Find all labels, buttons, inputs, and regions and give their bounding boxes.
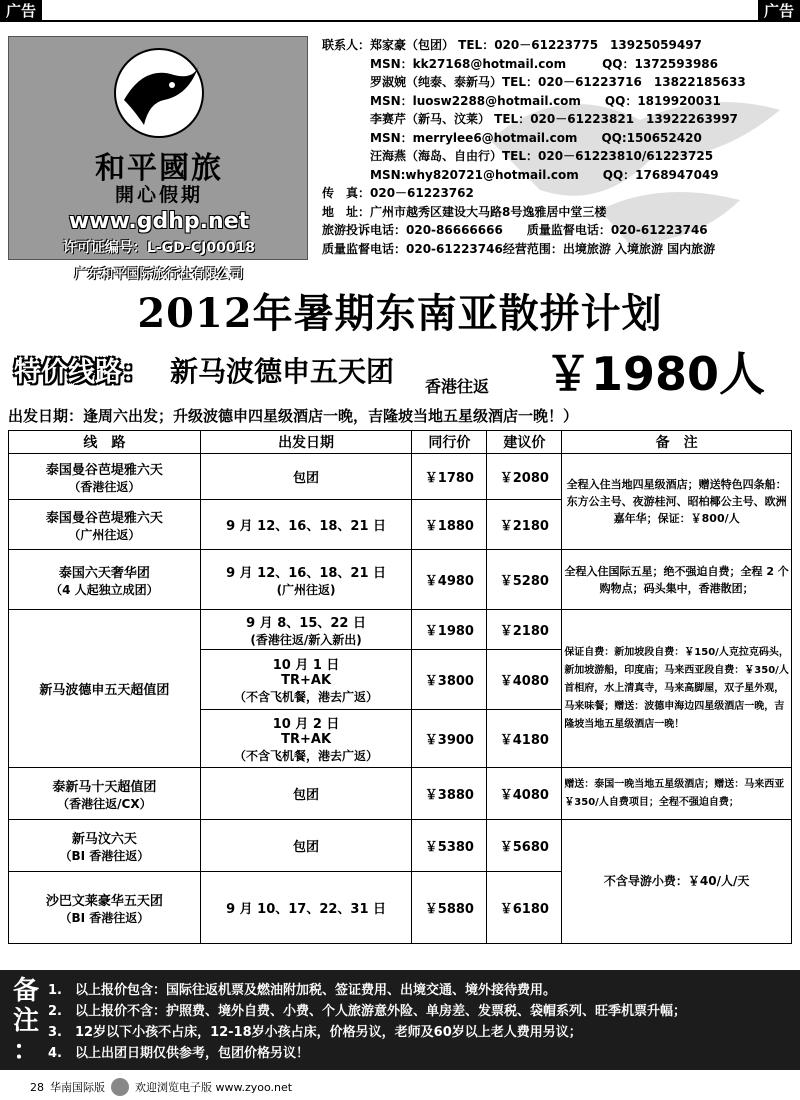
table-row [9, 768, 792, 820]
ad-tag-left: 广告 [0, 0, 42, 22]
contact-line[interactable]: MSN：kk27168@hotmail.com QQ：1372593986 [322, 56, 719, 71]
table-row [9, 610, 792, 650]
remarks-label: 备 注 ： [12, 976, 39, 1066]
suggested-price-cell: ￥2180 [487, 610, 562, 650]
peer-price-cell: ￥1980 [412, 610, 487, 650]
route-cell: 泰国曼谷芭堤雅六天 （香港往返） [9, 454, 201, 500]
contact-line[interactable]: MSN:why820721@hotmail.com QQ：1768947049 [322, 167, 719, 182]
peer-price-cell: ￥3880 [412, 768, 487, 820]
suggested-price-cell: ￥5680 [487, 820, 562, 872]
suggested-price-cell: ￥5280 [487, 550, 562, 610]
notes-cell: 不含导游小费：￥40/人/天 [562, 820, 792, 944]
page-footer [30, 1078, 292, 1096]
date-cell: 10 月 2 日 TR+AK （不含飞机餐，港去广返） [200, 710, 412, 768]
welcome-text[interactable]: 欢迎浏览电子版 www.zyoo.net [135, 1081, 293, 1094]
route-cell: 新马汶六天 （BI 香港往返） [9, 820, 201, 872]
main-title: 2012年暑期东南亚散拼计划 [137, 290, 663, 337]
suggested-price-cell: ￥2180 [487, 500, 562, 550]
contact-info [322, 36, 794, 258]
company-name-en: GUANGDONG PEACE INTERNATIONAL TOURISM CO.,LTD [47, 283, 271, 292]
peer-price-cell: ￥5380 [412, 820, 487, 872]
header-date: 出发日期 [200, 431, 412, 454]
remarks-list [48, 980, 686, 1064]
date-cell: 9 月 12、16、18、21 日 (广州往返) [200, 550, 412, 610]
route-cell: 沙巴文莱豪华五天团 （BI 香港往返） [9, 872, 201, 944]
date-cell: 包团 [200, 768, 412, 820]
contact-line: 李赛芹（新马、汶莱） TEL：020－61223821 13922263997 [322, 112, 738, 126]
peer-price-cell: ￥3800 [412, 650, 487, 710]
date-cell: 包团 [200, 820, 412, 872]
date-cell: 9 月 8、15、22 日 (香港往返/新入新出) [200, 610, 412, 650]
license-number: 许可证编号：L-GD-CJ00018 [62, 240, 256, 256]
route-cell: 泰新马十天超值团 （香港往返/CX） [9, 768, 201, 820]
table-row [9, 820, 792, 872]
date-cell: 9 月 12、16、18、21 日 [200, 500, 412, 550]
remark-item: 1. 以上报价包含：国际往返机票及燃油附加税、签证费用、出境交通、境外接待费用。 [48, 983, 556, 998]
remarks-section [0, 970, 800, 1070]
peer-price-cell: ￥1780 [412, 454, 487, 500]
company-logo-panel [8, 36, 308, 292]
date-cell: 10 月 1 日 TR+AK （不含飞机餐，港去广返） [200, 650, 412, 710]
date-cell: 9 月 10、17、22、31 日 [200, 872, 412, 944]
date-cell: 包团 [200, 454, 412, 500]
contact-line: 联系人：郑家豪（包团） TEL：020－61223775 13925059497 [322, 38, 702, 52]
route-cell: 泰国曼谷芭堤雅六天 （广州往返） [9, 500, 201, 550]
price-table [8, 430, 792, 944]
contact-line: 罗淑婉（纯泰、泰新马）TEL：020－61223716 13822185633 [322, 75, 746, 89]
special-route-label: 特价线路： [14, 357, 149, 388]
peer-price-cell: ￥5880 [412, 872, 487, 944]
edition-label: 华南国际版 [50, 1081, 105, 1094]
ad-tag-right: 广告 [758, 0, 800, 22]
table-header-row [9, 431, 792, 454]
route-cell: 泰国六天奢华团 （4 人起独立成团） [9, 550, 201, 610]
notes-cell: 赠送：泰国一晚当地五星级酒店；赠送：马来西亚￥350/人自费项目；全程不强迫自费； [562, 768, 792, 820]
special-route-hk: 香港往返 [425, 377, 490, 396]
notes-cell: 全程入住国际五星；绝不强迫自费；全程 2 个购物点；码头集中，香港散团； [562, 550, 792, 610]
header-notes: 备 注 [562, 431, 792, 454]
peer-price-cell: ￥4980 [412, 550, 487, 610]
fax-line: 传 真：020－61223762 [322, 186, 474, 200]
header-suggested-price: 建议价 [487, 431, 562, 454]
route-cell: 新马波德申五天超值团 [9, 610, 201, 768]
brand-name: 和平國旅 [95, 151, 223, 186]
table-row [9, 550, 792, 610]
suggested-price-cell: ￥4180 [487, 710, 562, 768]
dove-globe-icon [104, 45, 214, 140]
table-row [9, 454, 792, 500]
peer-price-cell: ￥1880 [412, 500, 487, 550]
special-route-name: 新马波德申五天团 [170, 355, 395, 388]
top-divider [0, 20, 800, 22]
suggested-price-cell: ￥6180 [487, 872, 562, 944]
remark-item: 3. 12岁以下小孩不占床，12-18岁小孩占床，价格另议，老师及60岁以上老人费用另议； [48, 1025, 582, 1040]
suggested-price-cell: ￥2080 [487, 454, 562, 500]
notes-cell: 保证自费：新加坡段自费：￥150/人克拉克码头，新加坡游船，印度庙；马来西亚段自费：￥350/人首相府，水上清真寺，马来高脚屋，双子星外观，马来味餐；赠送：波德申海边四星级酒店一晚，吉隆坡当地五星级酒店一晚！ [562, 610, 792, 768]
contact-line: 汪海燕（海岛、自由行）TEL：020－61223810/61223725 [322, 149, 714, 163]
company-name: 广东和平国际旅行社有限公司 [74, 267, 244, 282]
address-line: 地 址：广州市越秀区建设大马路8号逸雅居中堂三楼 [322, 204, 607, 219]
contact-line[interactable]: MSN：luosw2288@hotmail.com QQ：1819920031 [322, 93, 721, 108]
brand-slogan: 開心假期 [114, 184, 203, 206]
suggested-price-cell: ￥4080 [487, 650, 562, 710]
contact-line[interactable]: MSN：merrylee6@hotmail.com QQ:150652420 [322, 130, 702, 145]
supervision-line: 质量监督电话：020-61223746经营范围：出境旅游 入境旅游 国内旅游 [322, 241, 716, 256]
departure-info: 出发日期：逢周六出发；升级波德申四星级酒店一晚，吉隆坡当地五星级酒店一晚！） [8, 407, 579, 425]
complaint-line: 旅游投诉电话：020-86666666 质量监督电话：020-61223746 [322, 223, 708, 237]
page-number: 28 [30, 1080, 44, 1094]
suggested-price-cell: ￥4080 [487, 768, 562, 820]
special-price: ￥1980人 [545, 347, 766, 401]
peer-price-cell: ￥3900 [412, 710, 487, 768]
header-peer-price: 同行价 [412, 431, 487, 454]
notes-cell: 全程入住当地四星级酒店；赠送特色四条船：东方公主号、夜游桂河、昭柏椰公主号、欧洲嘉年华；保证：￥800/人 [562, 454, 792, 550]
header-route: 线 路 [9, 431, 201, 454]
remark-item: 2. 以上报价不含：护照费、境外自费、小费、个人旅游意外险、单房差、发票税、袋帽系列、旺季机票升幅； [48, 1004, 686, 1019]
brand-website[interactable]: www.gdhp.net [68, 209, 250, 234]
remark-item: 4. 以上出团日期仅供参考，包团价格另议！ [48, 1046, 309, 1061]
publisher-logo-icon [111, 1078, 129, 1096]
